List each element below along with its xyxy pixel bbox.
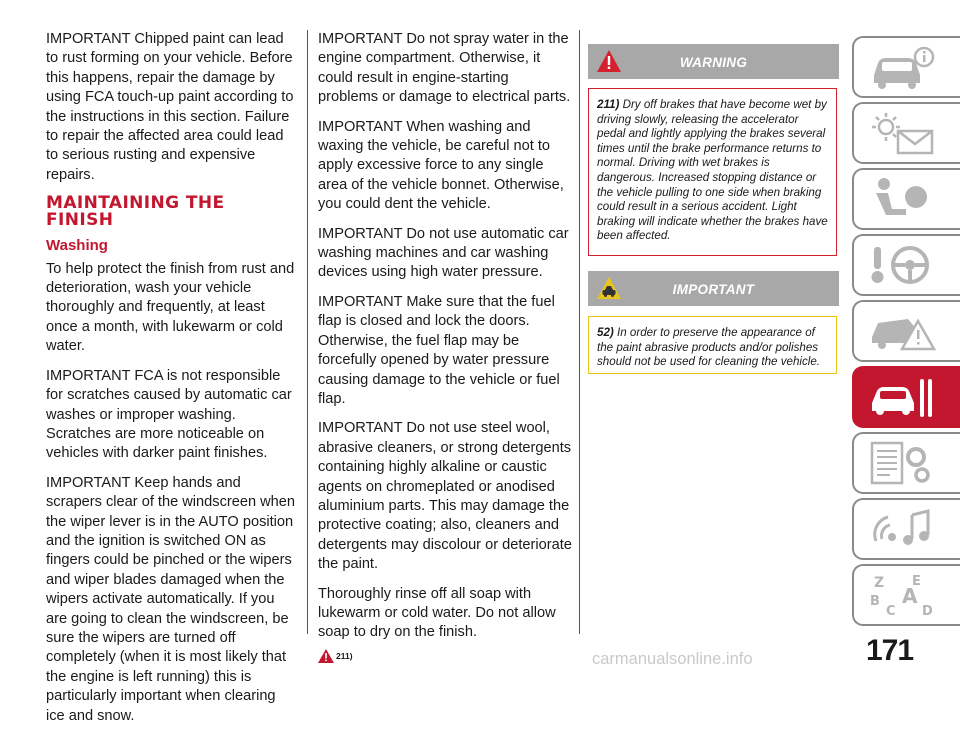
paragraph: IMPORTANT Do not use steel wool, abrasive cleaners, or strong detergents containing highly alkaline or caustic agents on chromeplated or anodised aluminium parts. This may damage the protective coating; also, cleaners and detergents may discolour or deteriorate the paint. xyxy=(318,420,572,573)
warning-text: Dry off brakes that have become wet by driving slowly, releasing the accelerator pedal and lightly applying the brakes several times until the brake performance returns to normal. Driving with wet brakes is dangerous. Increased stopping distance or the vehicle pulling to one side when braking could result in a serious accident. Light braking will indicate whether the brakes have been affected. xyxy=(597,98,828,243)
warning-header xyxy=(588,44,839,79)
svg-text:C: C xyxy=(886,604,896,619)
tab-starting-driving[interactable] xyxy=(852,234,960,296)
tab-index[interactable] xyxy=(852,564,960,626)
car-info-icon xyxy=(868,43,938,91)
text-column-left xyxy=(46,30,298,736)
warning-number: 211) xyxy=(597,98,620,111)
paragraph: IMPORTANT Make sure that the fuel flap is closed and lock the doors. Otherwise, the fuel flap may be forcefully opened by water pressure causing damage to the vehicle or fuel flap. xyxy=(318,293,560,407)
important-number: 52) xyxy=(597,326,614,339)
footer-watermark: carmanualsonline.info xyxy=(592,650,753,668)
column-divider xyxy=(579,30,580,634)
alphabetical-index-icon xyxy=(868,571,938,619)
tab-dashboard-lights[interactable] xyxy=(852,102,960,164)
tab-emergency[interactable] xyxy=(852,300,960,362)
column-divider xyxy=(307,30,308,634)
dashboard-lights-icon xyxy=(868,109,938,157)
svg-text:A: A xyxy=(902,584,918,608)
warning-body xyxy=(588,88,837,256)
seat-airbag-icon xyxy=(868,175,938,223)
multimedia-icon xyxy=(868,505,938,553)
paragraph: IMPORTANT FCA is not responsible for scratches caused by automatic car washes or improper washing. Scratches are more noticeable on vehicles with darker paint finishes. xyxy=(46,367,292,462)
tab-maintenance-care[interactable] xyxy=(852,366,960,428)
paragraph: IMPORTANT When washing and waxing the vehicle, be careful not to apply excessive force to any single area of the vehicle bonnet. Otherwise, you could dent the vehicle. xyxy=(318,118,564,213)
paragraph: To help protect the finish from rust and deterioration, wash your vehicle thoroughly and frequently, at least once a month, with lukewarm or cold water. xyxy=(46,260,295,355)
warning-reference[interactable] xyxy=(318,647,572,666)
section-heading: MAINTAINING THE FINISH xyxy=(46,193,225,231)
paragraph: IMPORTANT Keep hands and scrapers clear of the windscreen when the wiper lever is in the AUTO position and the ignition is switched ON as fingers could be pinched or the wipers and wiper blades damaged when the wipers activate automatically. If you are going to clean the windscreen, be sure the wipers are turned off completely (when it is most likely that the engine is left running) this is particularly important when clearing ice and snow. xyxy=(46,474,296,724)
svg-text:B: B xyxy=(870,594,880,609)
important-title: IMPORTANT xyxy=(672,282,755,297)
important-body xyxy=(588,316,837,374)
tab-multimedia[interactable] xyxy=(852,498,960,560)
warning-triangle-icon xyxy=(318,649,334,663)
text-column-middle xyxy=(318,30,572,666)
paragraph: IMPORTANT Do not use automatic car washing machines and car washing devices using high water pressure. xyxy=(318,225,569,281)
important-text: In order to preserve the appearance of the paint abrasive products and/or polishes should not be used for cleaning the vehicle. xyxy=(597,326,821,369)
page-number: 171 xyxy=(866,634,914,667)
svg-text:D: D xyxy=(922,604,933,619)
subsection-heading: Washing xyxy=(46,237,108,255)
svg-text:E: E xyxy=(912,574,921,589)
reference-number: 211) xyxy=(336,650,353,661)
technical-data-icon xyxy=(868,439,938,487)
important-header xyxy=(588,271,839,306)
paragraph: IMPORTANT Do not spray water in the engine compartment. Otherwise, it could result in engine-starting problems or damage to electrical parts. xyxy=(318,31,571,106)
tab-safety[interactable] xyxy=(852,168,960,230)
tab-knowing-your-vehicle[interactable] xyxy=(852,36,960,98)
car-breakdown-icon xyxy=(868,307,938,355)
warning-title: WARNING xyxy=(679,55,748,70)
tab-technical-data[interactable] xyxy=(852,432,960,494)
svg-text:Z: Z xyxy=(874,575,885,591)
car-maintenance-icon xyxy=(868,373,938,421)
steering-wheel-icon xyxy=(868,241,938,289)
paragraph: IMPORTANT Chipped paint can lead to rust forming on your vehicle. Before this happens, repair the damage by using FCA touch-up paint according to the instructions in this section. Failure to repair the affected area could lead to serious rusting and expensive repairs. xyxy=(46,31,294,183)
paragraph: Thoroughly rinse off all soap with lukewarm or cold water. Do not allow soap to dry on the finish. xyxy=(318,585,556,641)
